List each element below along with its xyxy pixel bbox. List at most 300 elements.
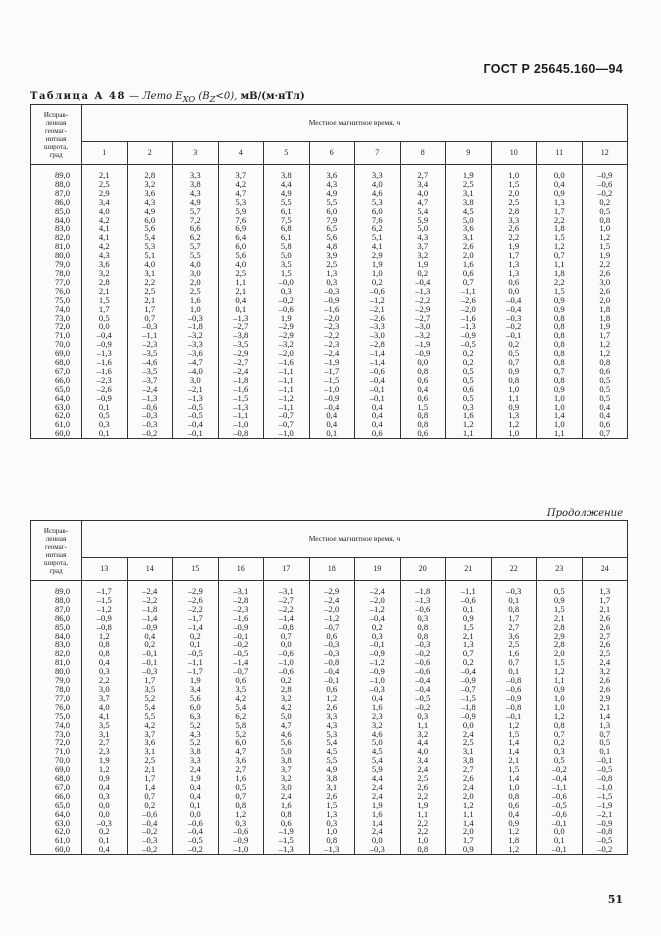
value-cell: 6,2 [218, 712, 264, 721]
value-cell: 1,0 [173, 305, 219, 314]
value-cell: 3,0 [582, 278, 628, 287]
latitude-cell: 67,0 [31, 367, 82, 376]
value-cell: 4,7 [218, 189, 264, 198]
value-cell: 3,6 [491, 632, 537, 641]
value-cell: 5,0 [355, 738, 401, 747]
value-cell: 2,5 [127, 756, 173, 765]
value-cell: 0,8 [491, 605, 537, 614]
value-cell: 1,3 [582, 587, 628, 596]
value-cell: 1,5 [264, 269, 310, 278]
value-cell: 0,9 [491, 819, 537, 828]
value-cell: –1,5 [446, 694, 492, 703]
value-cell: 0,7 [537, 251, 583, 260]
value-cell: 2,8 [537, 640, 583, 649]
value-cell: 0,8 [400, 367, 446, 376]
value-cell: 1,5 [491, 765, 537, 774]
value-cell: –0,6 [491, 685, 537, 694]
latitude-cell: 83,0 [31, 224, 82, 233]
value-cell: 4,4 [264, 180, 310, 189]
value-cell: 0,6 [582, 367, 628, 376]
hour-header: 7 [355, 142, 401, 165]
value-cell: –0,6 [537, 810, 583, 819]
value-cell: 1,0 [491, 783, 537, 792]
value-cell: 2,1 [491, 756, 537, 765]
value-cell: –1,0 [309, 385, 355, 394]
value-cell: –0,3 [127, 322, 173, 331]
value-cell: 4,2 [82, 216, 128, 225]
value-cell: –0,8 [309, 658, 355, 667]
value-cell: 6,3 [173, 712, 219, 721]
value-cell: 4,9 [127, 207, 173, 216]
value-cell: –0,8 [218, 429, 264, 438]
value-cell: –3,5 [127, 367, 173, 376]
value-cell: 5,3 [355, 198, 401, 207]
value-cell: –1,5 [82, 596, 128, 605]
value-cell: 1,3 [582, 721, 628, 730]
value-cell: 0,2 [127, 640, 173, 649]
value-cell: 6,2 [355, 224, 401, 233]
value-cell: –0,1 [173, 429, 219, 438]
caption-condition: $(B_Z<0)$, [198, 91, 238, 104]
value-cell: –0,6 [355, 287, 401, 296]
value-cell: 2,4 [173, 765, 219, 774]
value-cell: –0,7 [446, 685, 492, 694]
value-cell: 0,6 [400, 376, 446, 385]
value-cell: –0,3 [400, 640, 446, 649]
value-cell: 1,4 [491, 774, 537, 783]
value-cell: 6,0 [355, 207, 401, 216]
value-cell: 3,6 [446, 224, 492, 233]
value-cell: 3,2 [355, 721, 401, 730]
value-cell: 1,8 [491, 836, 537, 845]
value-cell: –0,8 [82, 623, 128, 632]
value-cell: 0,6 [491, 278, 537, 287]
value-cell: –0,8 [491, 703, 537, 712]
value-cell: 4,6 [355, 730, 401, 739]
value-cell: –0,4 [355, 614, 401, 623]
value-cell: 4,0 [218, 260, 264, 269]
value-cell: –0,2 [400, 703, 446, 712]
value-cell: 7,9 [309, 216, 355, 225]
value-cell: –0,4 [127, 819, 173, 828]
value-cell: 3,8 [309, 774, 355, 783]
value-cell: 0,4 [582, 403, 628, 412]
value-cell: 3,4 [400, 756, 446, 765]
value-cell: 2,6 [582, 623, 628, 632]
value-cell: 4,2 [218, 180, 264, 189]
value-cell: 0,8 [537, 358, 583, 367]
value-cell: 0,4 [218, 296, 264, 305]
value-cell: 0,2 [446, 358, 492, 367]
value-cell: 5,6 [127, 224, 173, 233]
value-cell: 0,3 [446, 403, 492, 412]
value-cell: –0,6 [400, 658, 446, 667]
value-cell: –1,9 [264, 827, 310, 836]
value-cell: –1,4 [127, 614, 173, 623]
table-row [31, 429, 628, 438]
value-cell: –2,7 [400, 314, 446, 323]
value-cell: –0,6 [355, 367, 401, 376]
value-cell: 4,3 [400, 233, 446, 242]
value-cell: 0,9 [537, 305, 583, 314]
value-cell: 1,5 [537, 658, 583, 667]
value-cell: 6,0 [127, 216, 173, 225]
value-cell: 2,1 [218, 287, 264, 296]
value-cell: 0,4 [537, 180, 583, 189]
value-cell: 1,2 [446, 801, 492, 810]
value-cell: 1,2 [582, 340, 628, 349]
value-cell: 0,5 [537, 587, 583, 596]
value-cell: 4,7 [264, 721, 310, 730]
value-cell: –1,7 [82, 587, 128, 596]
value-cell: 3,3 [309, 712, 355, 721]
value-cell: –0,1 [355, 640, 401, 649]
value-cell: –3,2 [400, 331, 446, 340]
value-cell: 4,0 [82, 207, 128, 216]
value-cell: 1,9 [446, 171, 492, 180]
value-cell: 1,4 [491, 747, 537, 756]
value-cell: –0,9 [127, 623, 173, 632]
value-cell: 0,2 [127, 801, 173, 810]
value-cell: –2,2 [127, 596, 173, 605]
value-cell: –2,4 [218, 367, 264, 376]
value-cell: –0,5 [582, 836, 628, 845]
value-cell: –1,6 [264, 358, 310, 367]
value-cell: 2,6 [309, 703, 355, 712]
value-cell: –1,1 [537, 783, 583, 792]
value-cell: –0,1 [309, 676, 355, 685]
value-cell: –0,4 [491, 296, 537, 305]
value-cell: –1,5 [582, 792, 628, 801]
value-cell: –1,6 [446, 314, 492, 323]
value-cell: –0,3 [355, 845, 401, 854]
value-cell: –0,1 [127, 649, 173, 658]
value-cell: 0,9 [446, 614, 492, 623]
value-cell: –2,6 [355, 314, 401, 323]
value-cell: –0,8 [264, 623, 310, 632]
value-cell: –2,6 [173, 596, 219, 605]
value-cell: 4,0 [173, 260, 219, 269]
value-cell: 0,8 [537, 322, 583, 331]
value-cell: –0,4 [355, 376, 401, 385]
value-cell: 2,1 [127, 765, 173, 774]
latitude-cell: 75,0 [31, 712, 82, 721]
latitude-cell: 71,0 [31, 331, 82, 340]
value-cell: –1,3 [218, 403, 264, 412]
value-cell: –0,9 [446, 676, 492, 685]
value-cell: 3,8 [264, 171, 310, 180]
value-cell: 0,4 [355, 403, 401, 412]
value-cell: 4,0 [82, 703, 128, 712]
value-cell: 1,1 [537, 260, 583, 269]
value-cell: 0,7 [537, 730, 583, 739]
value-cell: 3,5 [82, 721, 128, 730]
value-cell: –0,9 [400, 349, 446, 358]
value-cell: –1,1 [264, 403, 310, 412]
value-cell: 1,2 [491, 827, 537, 836]
value-cell: –0,9 [218, 836, 264, 845]
value-cell: –0,3 [355, 685, 401, 694]
value-cell: 4,7 [218, 747, 264, 756]
value-cell: –1,9 [582, 801, 628, 810]
value-cell: 5,4 [355, 756, 401, 765]
value-cell: 0,8 [264, 810, 310, 819]
value-cell: 2,5 [218, 269, 264, 278]
value-cell: 1,2 [582, 349, 628, 358]
latitude-cell: 89,0 [31, 171, 82, 180]
value-cell: 1,5 [491, 180, 537, 189]
value-cell: 0,1 [173, 801, 219, 810]
value-cell: 0,0 [82, 801, 128, 810]
value-cell: –1,6 [309, 305, 355, 314]
latitude-cell: 66,0 [31, 792, 82, 801]
value-cell: 4,5 [355, 747, 401, 756]
value-cell: 1,2 [537, 242, 583, 251]
hour-header: 10 [491, 142, 537, 165]
value-cell: 5,5 [309, 198, 355, 207]
value-cell: 4,9 [309, 765, 355, 774]
value-cell: 2,4 [446, 730, 492, 739]
value-cell: 2,0 [537, 649, 583, 658]
value-cell: 2,2 [582, 260, 628, 269]
latitude-cell: 60,0 [31, 845, 82, 854]
value-cell: 0,6 [582, 420, 628, 429]
hour-header: 20 [400, 558, 446, 581]
value-cell: 0,4 [400, 385, 446, 394]
value-cell: 0,5 [82, 314, 128, 323]
value-cell: –0,9 [446, 331, 492, 340]
continuation-label: Продолжение [546, 508, 623, 519]
value-cell: 1,6 [491, 649, 537, 658]
value-cell: 3,2 [127, 180, 173, 189]
value-cell: 2,5 [400, 774, 446, 783]
value-cell: –0,4 [537, 774, 583, 783]
value-cell: 2,4 [400, 765, 446, 774]
value-cell: 2,5 [173, 287, 219, 296]
value-cell: 2,4 [355, 792, 401, 801]
value-cell: 1,2 [537, 712, 583, 721]
value-cell: –1,8 [218, 376, 264, 385]
value-cell: –3,3 [173, 340, 219, 349]
value-cell: –1,7 [173, 667, 219, 676]
value-cell: –1,1 [173, 658, 219, 667]
value-cell: –3,2 [264, 340, 310, 349]
value-cell: 0,8 [537, 376, 583, 385]
value-cell: –0,8 [582, 774, 628, 783]
value-cell: 2,6 [582, 287, 628, 296]
value-cell: –0,9 [582, 819, 628, 828]
value-cell: –2,9 [264, 331, 310, 340]
value-cell: 0,5 [582, 207, 628, 216]
value-cell: 0,4 [491, 810, 537, 819]
value-cell: 2,4 [582, 658, 628, 667]
value-cell: –0,4 [400, 676, 446, 685]
value-cell: 1,0 [355, 269, 401, 278]
value-cell: 0,2 [400, 269, 446, 278]
value-cell: 2,5 [309, 260, 355, 269]
value-cell: 4,0 [355, 180, 401, 189]
value-cell: –0,6 [400, 667, 446, 676]
value-cell: –0,9 [309, 296, 355, 305]
latitude-cell: 87,0 [31, 605, 82, 614]
value-cell: –0,1 [218, 632, 264, 641]
value-cell: –0,7 [309, 623, 355, 632]
value-cell: 3,4 [82, 198, 128, 207]
value-cell: 1,6 [355, 810, 401, 819]
value-cell: 0,8 [537, 314, 583, 323]
value-cell: 6,5 [309, 224, 355, 233]
value-cell: 0,1 [82, 403, 128, 412]
value-cell: –0,6 [264, 305, 310, 314]
latitude-cell: 77,0 [31, 278, 82, 287]
value-cell: 1,2 [491, 420, 537, 429]
value-cell: 1,6 [446, 260, 492, 269]
value-cell: –0,3 [309, 649, 355, 658]
value-cell: –0,3 [127, 420, 173, 429]
value-cell: –0,3 [309, 640, 355, 649]
value-cell: 0,7 [582, 429, 628, 438]
value-cell: 0,6 [309, 632, 355, 641]
value-cell: 0,2 [355, 278, 401, 287]
latitude-cell: 63,0 [31, 403, 82, 412]
value-cell: 1,7 [491, 251, 537, 260]
latitude-cell: 78,0 [31, 269, 82, 278]
value-cell: 2,6 [582, 676, 628, 685]
value-cell: 6,9 [218, 224, 264, 233]
value-cell: 2,2 [537, 278, 583, 287]
value-cell: 1,7 [82, 305, 128, 314]
value-cell: 1,3 [537, 198, 583, 207]
value-cell: 0,9 [537, 296, 583, 305]
value-cell: 3,1 [127, 269, 173, 278]
value-cell: 0,6 [400, 394, 446, 403]
value-cell: 2,4 [264, 792, 310, 801]
value-cell: 1,2 [491, 845, 537, 854]
value-cell: 0,9 [82, 774, 128, 783]
value-cell: 1,4 [491, 738, 537, 747]
value-cell: 4,3 [309, 721, 355, 730]
value-cell: –2,1 [173, 385, 219, 394]
value-cell: 1,8 [537, 269, 583, 278]
value-cell: 3,0 [264, 783, 310, 792]
value-cell: –0,2 [127, 827, 173, 836]
value-cell: 4,8 [309, 242, 355, 251]
value-cell: 1,7 [491, 614, 537, 623]
value-cell: –3,8 [218, 331, 264, 340]
value-cell: 1,4 [446, 819, 492, 828]
value-cell: 1,7 [582, 596, 628, 605]
value-cell: –2,0 [355, 596, 401, 605]
value-cell: –1,3 [309, 845, 355, 854]
value-cell: 0,2 [355, 623, 401, 632]
value-cell: –0,6 [264, 667, 310, 676]
value-cell: 0,8 [400, 845, 446, 854]
local-time-header: Местное магнитное время, ч [82, 105, 628, 142]
value-cell: 1,5 [400, 403, 446, 412]
value-cell: 0,1 [491, 667, 537, 676]
value-cell: 4,3 [309, 180, 355, 189]
value-cell: 2,7 [491, 623, 537, 632]
value-cell: 3,7 [400, 242, 446, 251]
value-cell: 4,9 [309, 189, 355, 198]
value-cell: 0,2 [446, 658, 492, 667]
value-cell: 6,0 [218, 242, 264, 251]
value-cell: 3,5 [264, 260, 310, 269]
latitude-cell: 69,0 [31, 349, 82, 358]
value-cell: –2,3 [82, 376, 128, 385]
value-cell: 0,2 [82, 827, 128, 836]
latitude-cell: 75,0 [31, 296, 82, 305]
value-cell: –1,8 [127, 605, 173, 614]
value-cell: –0,9 [82, 340, 128, 349]
value-cell: 0,9 [537, 685, 583, 694]
latitude-cell: 85,0 [31, 207, 82, 216]
value-cell: 3,0 [173, 269, 219, 278]
value-cell: 1,4 [582, 712, 628, 721]
caption-title: Лето [142, 91, 173, 102]
latitude-cell: 79,0 [31, 676, 82, 685]
latitude-cell: 74,0 [31, 721, 82, 730]
latitude-cell: 69,0 [31, 765, 82, 774]
value-cell: 1,7 [127, 774, 173, 783]
value-cell: 1,6 [173, 296, 219, 305]
value-cell: –0,2 [400, 649, 446, 658]
latitude-cell: 65,0 [31, 385, 82, 394]
value-cell: –0,3 [491, 587, 537, 596]
value-cell: –0,6 [400, 605, 446, 614]
value-cell: –0,6 [446, 596, 492, 605]
value-cell: –2,3 [218, 605, 264, 614]
value-cell: 1,7 [127, 676, 173, 685]
value-cell: 0,8 [400, 420, 446, 429]
value-cell: 2,5 [582, 649, 628, 658]
value-cell: 1,5 [491, 730, 537, 739]
value-cell: 0,7 [491, 658, 537, 667]
value-cell: –1,8 [446, 703, 492, 712]
hour-header: 3 [173, 142, 219, 165]
value-cell: 0,4 [309, 411, 355, 420]
value-cell: 4,3 [173, 730, 219, 739]
value-cell: 0,7 [264, 632, 310, 641]
value-cell: –1,7 [173, 614, 219, 623]
value-cell: 2,0 [446, 827, 492, 836]
value-cell: 0,5 [582, 376, 628, 385]
value-cell: 1,0 [491, 429, 537, 438]
value-cell: 2,0 [173, 278, 219, 287]
table-row [31, 845, 628, 854]
value-cell: 1,0 [400, 836, 446, 845]
value-cell: 1,7 [446, 836, 492, 845]
value-cell: –0,4 [173, 420, 219, 429]
value-cell: 0,0 [173, 810, 219, 819]
value-cell: 1,9 [264, 314, 310, 323]
value-cell: 1,5 [537, 605, 583, 614]
value-cell: –0,7 [218, 667, 264, 676]
value-cell: 1,1 [537, 429, 583, 438]
value-cell: 5,0 [264, 747, 310, 756]
value-cell: 1,1 [400, 721, 446, 730]
value-cell: –2,0 [309, 605, 355, 614]
value-cell: 6,0 [173, 703, 219, 712]
value-cell: 2,8 [127, 171, 173, 180]
value-cell: 0,1 [446, 605, 492, 614]
latitude-cell: 60,0 [31, 429, 82, 438]
value-cell: 4,9 [173, 198, 219, 207]
value-cell: 1,1 [446, 429, 492, 438]
value-cell: 3,1 [446, 747, 492, 756]
value-cell: 0,2 [537, 738, 583, 747]
latitude-cell: 80,0 [31, 251, 82, 260]
